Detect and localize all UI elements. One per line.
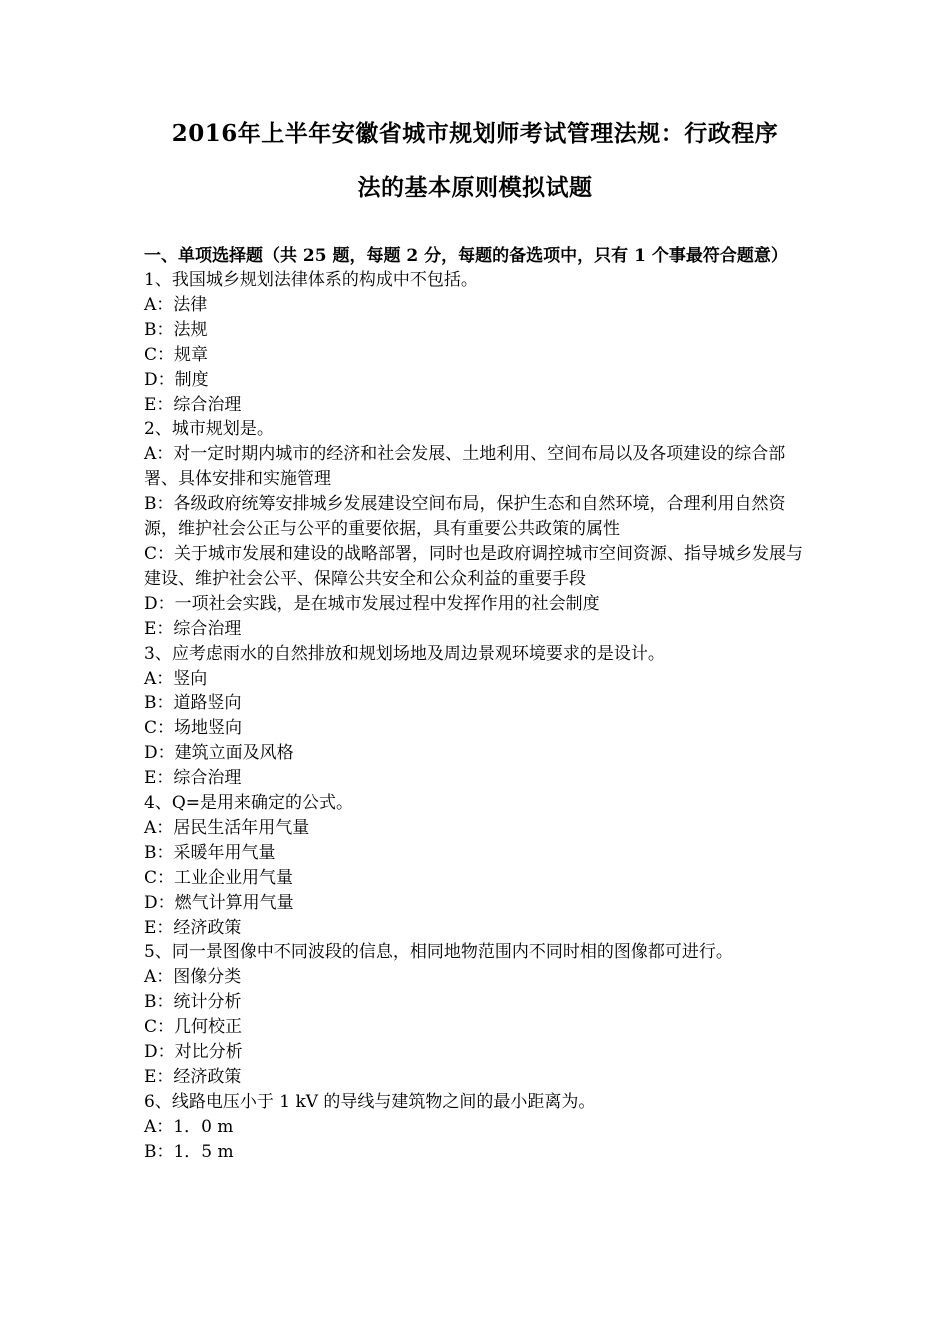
option-e: E：综合治理	[144, 768, 242, 789]
option-d: D：建筑立面及风格	[144, 743, 294, 764]
option-e: E：经济政策	[144, 917, 242, 938]
document-title-line-1: 2016年上半年安徽省城市规划师考试管理法规：行政程序	[171, 120, 779, 147]
option-c: C：工业企业用气量	[144, 867, 294, 888]
question-1	[144, 268, 816, 417]
option-d: D：制度	[144, 369, 209, 390]
option-b: B：法规	[144, 319, 208, 340]
option-c: C：规章	[144, 344, 209, 365]
option-b: B：道路竖向	[144, 693, 242, 714]
question-stem: 1、我国城乡规划法律体系的构成中不包括。	[144, 270, 478, 290]
option-e: E：综合治理	[144, 618, 242, 639]
option-b: B：采暖年用气量	[144, 842, 276, 863]
question-stem: 2、城市规划是。	[144, 419, 274, 440]
option-a: A：竖向	[144, 668, 208, 689]
option-c: C：几何校正	[144, 1017, 243, 1038]
document-title-line-2: 法的基本原则模拟试题	[357, 174, 593, 201]
option-a: A：对一定时期内城市的经济和社会发展、土地利用、空间布局以及各项建设的综合部署、具体安排和实施管理	[144, 444, 786, 490]
option-c: C：关于城市发展和建设的战略部署，同时也是政府调控城市空间资源、指导城乡发展与建设、维护社会公平、保障公共安全和公众利益的重要手段	[144, 543, 804, 589]
question-stem: 4、Q=是用来确定的公式。	[144, 793, 353, 814]
option-a: A：居民生活年用气量	[144, 817, 310, 838]
document-body	[144, 245, 816, 1165]
option-a: A：法律	[144, 294, 208, 315]
option-b: B：统计分析	[144, 992, 242, 1013]
option-a: A：1．0 m	[144, 1116, 234, 1137]
option-a: A：图像分类	[144, 967, 242, 988]
option-e: E：经济政策	[144, 1067, 242, 1087]
question-stem: 5、同一景图像中不同波段的信息，相同地物范围内不同时相的图像都可进行。	[144, 942, 733, 963]
question-5	[144, 940, 816, 1089]
question-stem: 6、线路电压小于 1 kV 的导线与建筑物之间的最小距离为。	[144, 1091, 596, 1112]
question-6	[144, 1090, 816, 1165]
question-4	[144, 791, 816, 940]
question-3	[144, 642, 816, 791]
option-d: D：对比分析	[144, 1042, 243, 1063]
option-b: B：1．5 m	[144, 1141, 234, 1162]
question-stem: 3、应考虑雨水的自然排放和规划场地及周边景观环境要求的是设计。	[144, 643, 665, 664]
option-b: B：各级政府统筹安排城乡发展建设空间布局，保护生态和自然环境，合理利用自然资源，维护社会公正与公平的重要依据，具有重要公共政策的属性	[144, 494, 786, 540]
option-c: C：场地竖向	[144, 718, 243, 739]
section-heading: 一、单项选择题（共 25 题，每题 2 分，每题的备选项中，只有 1 个事最符合题意）	[144, 246, 788, 266]
question-2	[144, 417, 816, 641]
option-d: D：一项社会实践，是在城市发展过程中发挥作用的社会制度	[144, 593, 600, 614]
option-d: D：燃气计算用气量	[144, 892, 294, 913]
option-e: E：综合治理	[144, 394, 242, 415]
